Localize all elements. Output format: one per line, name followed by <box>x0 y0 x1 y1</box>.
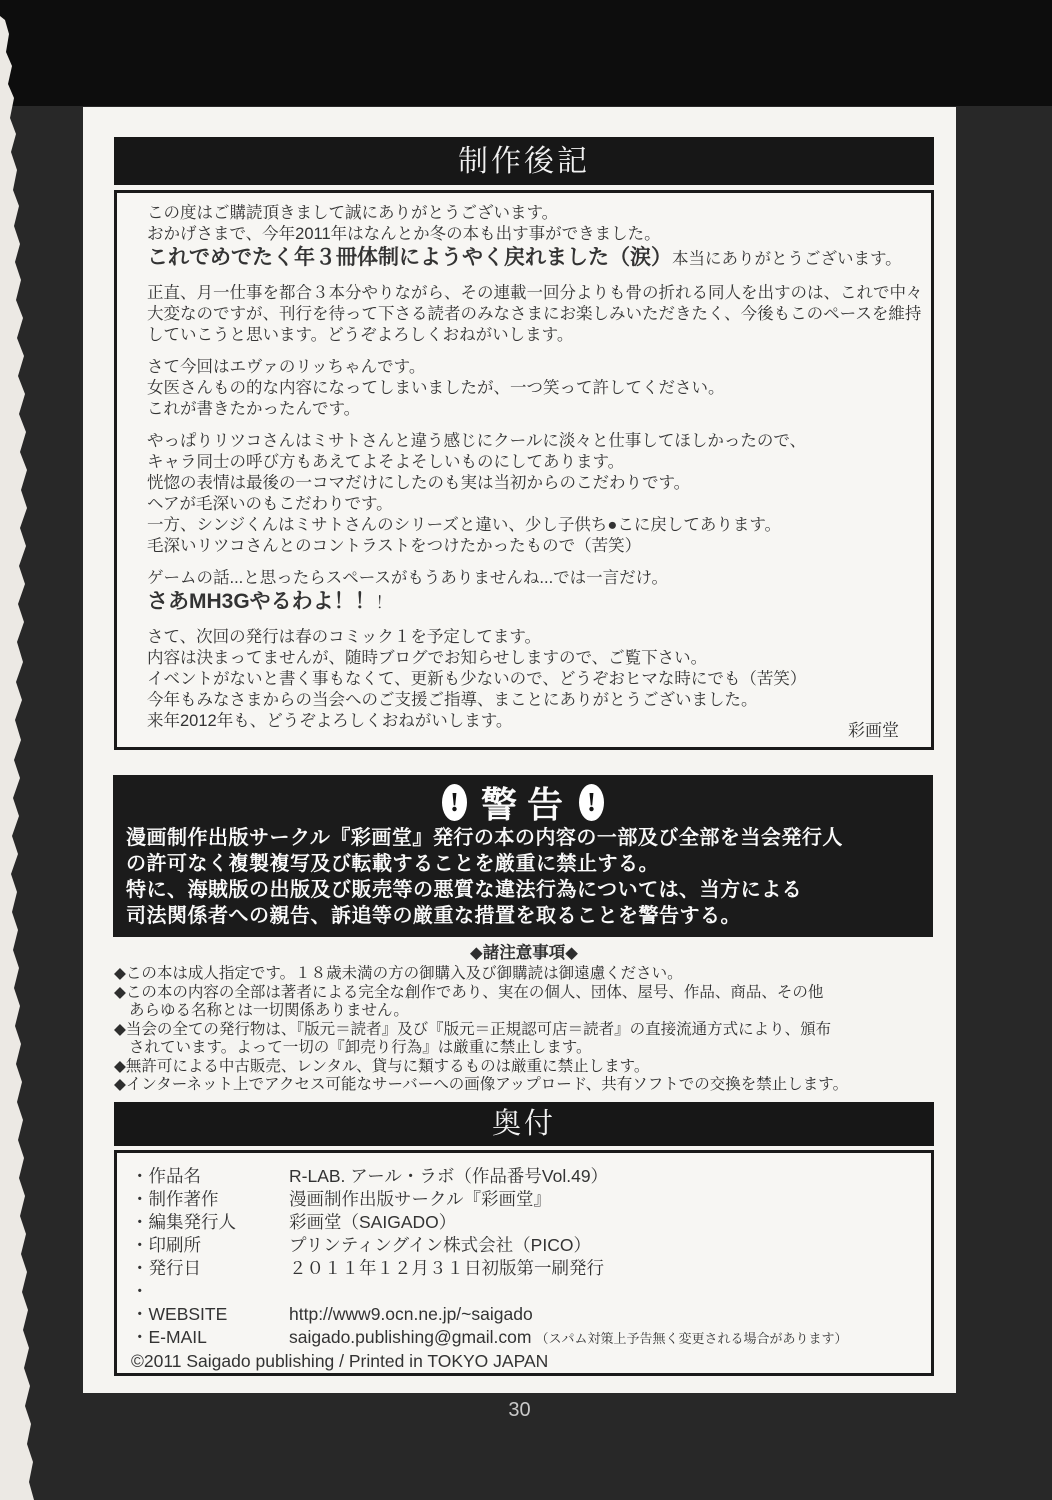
page-number: 30 <box>508 1399 531 1421</box>
postscript-text-line: キャラ同士の呼び方もあえてよそよそしいものにしてあります。 <box>147 453 625 471</box>
notices-title: ◆諸注意事項◆ <box>470 944 578 962</box>
colophon-label: ・WEBSITE <box>131 1304 228 1324</box>
postscript-tail-text: 本当にありがとうございます。 <box>672 250 902 268</box>
notice-item-continuation: あらゆる名称とは一切関係ありません。 <box>129 1002 409 1019</box>
postscript-text-line: 今年もみなさまからの当会へのご支援ご指導、まことにありがとうございました。 <box>147 691 758 709</box>
postscript-text-line: 恍惚の表情は最後の一コマだけにしたのも実は当初からのこだわりです。 <box>147 474 691 492</box>
colophon-value: ２０１１年１２月３１日初版第一刷発行 <box>289 1258 604 1278</box>
postscript-bold-text: これでめでたく年３冊体制にようやく戻れました（涙） <box>147 246 672 269</box>
colophon-email-address: saigado.publishing@gmail.com <box>289 1327 532 1347</box>
postscript-text-line: 来年2012年も、どうぞよろしくおねがいします。 <box>147 712 513 730</box>
colophon-row-email <box>131 1326 917 1350</box>
postscript-text-line: おかげさまで、今年2011年はなんとか冬の本も出す事ができました。 <box>147 225 661 243</box>
colophon-value: 漫画制作出版サークル『彩画堂』 <box>289 1189 551 1209</box>
postscript-text-line: さて今回はエヴァのリッちゃんです。 <box>147 358 426 376</box>
warning-header <box>113 775 933 825</box>
postscript-text-line: 正直、月一仕事を都合３本分やりながら、その連載一回分よりも骨の折れる同人を出すのは、これで中々 <box>147 284 923 302</box>
colophon-row <box>131 1280 917 1303</box>
notice-item: ◆無許可による中古販売、レンタル、貸与に類するものは厳重に禁止します。 <box>114 1057 650 1075</box>
colophon-label: ・制作著作 <box>131 1189 219 1209</box>
postscript-header <box>114 137 934 185</box>
postscript-text-line: 毛深いリツコさんとのコントラストをつけたかったもので（苦笑） <box>147 537 642 555</box>
postscript-paragraph <box>147 627 905 732</box>
exclamation-glyph: ! <box>587 786 596 817</box>
notice-item: ◆この本の内容の全部は著者による完全な創作であり、実在の個人、団体、屋号、作品、商品、その他 <box>114 983 824 1001</box>
doujin-afterword-page <box>83 107 956 1393</box>
postscript-text-line: 女医さんもの的な内容になってしまいましたが、一つ笑って許してください。 <box>147 379 725 397</box>
postscript-body <box>114 190 934 750</box>
postscript-text-line: 一方、シンジくんはミサトさんのシリーズと違い、少し子供ち●こに戻してあります。 <box>147 516 781 534</box>
postscript-text-line: さて、次回の発行は春のコミック１を予定してます。 <box>147 628 542 646</box>
colophon-website-url: http://www9.ocn.ne.jp/~saigado <box>289 1304 533 1324</box>
colophon-body <box>114 1150 934 1376</box>
postscript-text-line: この度はご購読頂きまして誠にありがとうございます。 <box>147 204 559 222</box>
exclamation-icon <box>579 784 604 821</box>
circle-signature: 彩画堂 <box>848 721 899 740</box>
colophon-header <box>114 1102 934 1146</box>
postscript-paragraph <box>147 431 905 557</box>
warning-title: 警告 <box>480 784 573 825</box>
notice-item: ◆この本は成人指定です。１８歳未満の方の御購入及び御購読は御遠慮ください。 <box>114 965 683 982</box>
postscript-text-line: 内容は決まってませんが、随時ブログでお知らせしますので、ご覧下さい。 <box>147 649 708 667</box>
colophon-value: プリンティングイン株式会社（PICO） <box>289 1235 591 1255</box>
colophon-label: ・作品名 <box>131 1166 201 1186</box>
warning-text-line: 特に、海賊版の出版及び販売等の悪質な違法行為については、当方による <box>126 879 803 901</box>
colophon-label: ・編集発行人 <box>131 1212 236 1232</box>
colophon-value <box>289 1280 917 1303</box>
postscript-paragraph <box>147 568 905 616</box>
notice-item: ◆インターネット上でアクセス可能なサーバーへの画像アップロード、共有ソフトでの交換を禁止します。 <box>114 1076 849 1093</box>
postscript-text-line: ヘアが毛深いのもこだわりです。 <box>147 495 393 513</box>
warning-text <box>113 825 933 929</box>
warning-text-line: 司法関係者への親告、訴追等の厳重な措置を取ることを警告する。 <box>126 905 741 927</box>
copyright-line: ©2011 Saigado publishing / Printed in TOKYO JAPAN <box>131 1351 549 1371</box>
colophon-row <box>131 1257 917 1280</box>
torn-paper-edge-icon <box>0 0 36 1500</box>
colophon-row <box>131 1188 917 1211</box>
postscript-text-line: ゲームの話...と思ったらスペースがもうありませんね...では一言だけ。 <box>147 569 669 587</box>
warning-box <box>113 775 933 937</box>
notice-item-continuation: されています。よって一切の『卸売り行為』は厳重に禁止します。 <box>129 1039 592 1056</box>
warning-text-line: の許可なく複製複写及び転載することを厳重に禁止する。 <box>126 853 659 875</box>
exclamation-glyph: ! <box>449 786 459 817</box>
postscript-bold-text: さあMH3Gやるわよ！！ <box>147 590 376 613</box>
colophon-value: 彩画堂（SAIGADO） <box>289 1212 457 1232</box>
postscript-paragraph <box>147 203 905 272</box>
scan-dark-band <box>0 0 1052 106</box>
postscript-text-line: していこうと思います。どうぞよろしくおねがいします。 <box>147 326 574 344</box>
colophon-email-value <box>289 1326 917 1350</box>
postscript-text-line: これが書きたかったんです。 <box>147 400 361 418</box>
exclamation-icon <box>442 784 467 821</box>
colophon-row <box>131 1165 917 1188</box>
postscript-bold-line <box>147 589 905 616</box>
postscript-title: 制作後記 <box>458 145 590 178</box>
postscript-tail-text: ！ <box>375 594 393 612</box>
postscript-text-line: イベントがないと書く事もなくて、更新も少ないので、どうぞおヒマな時にでも（苦笑） <box>147 670 807 688</box>
colophon-email-note: （スパム対策上予告無く変更される場合があります） <box>535 1331 848 1346</box>
postscript-paragraph <box>147 357 905 420</box>
colophon-title: 奥付 <box>491 1108 556 1140</box>
warning-text-line: 漫画制作出版サークル『彩画堂』発行の本の内容の一部及び全部を当会発行人 <box>126 827 843 849</box>
colophon-label: ・E-MAIL <box>131 1327 207 1347</box>
colophon-value: R-LAB. アール・ラボ（作品番号Vol.49） <box>289 1166 609 1186</box>
colophon-label: ・発行日 <box>131 1258 201 1278</box>
postscript-paragraph <box>147 283 923 346</box>
postscript-bold-line <box>147 245 905 272</box>
postscript-text-line: 大変なのですが、刊行を待って下さる読者のみなさまにお楽しみいただきたく、今後もこのペースを維持 <box>147 305 922 323</box>
colophon-label: ・ <box>131 1281 149 1301</box>
colophon-row <box>131 1211 917 1234</box>
colophon-row <box>131 1234 917 1257</box>
colophon-label: ・印刷所 <box>131 1235 201 1255</box>
colophon-row-website <box>131 1303 917 1326</box>
postscript-text-line: やっぱりリツコさんはミサトさんと違う感じにクールに淡々と仕事してほしかったので、 <box>147 432 807 450</box>
notice-item: ◆当会の全ての発行物は、『版元＝読者』及び『版元＝正規認可店＝読者』の直接流通方式により、頒布 <box>114 1020 832 1038</box>
notices-section <box>114 943 934 1095</box>
